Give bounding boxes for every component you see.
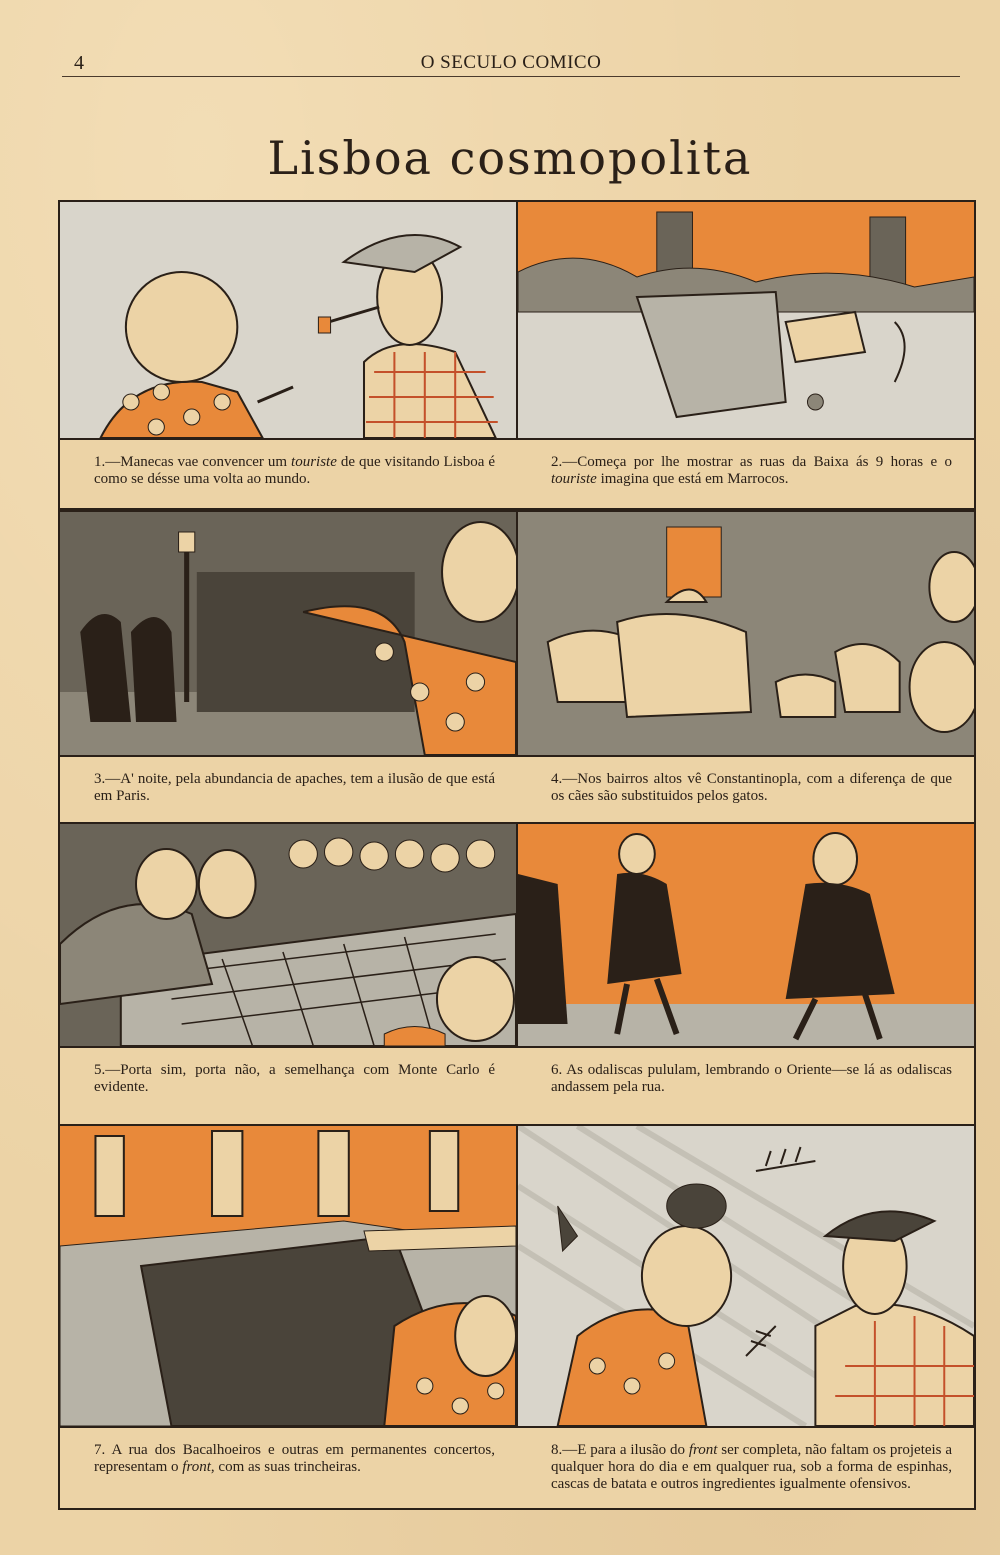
caption-1: 1.—Manecas vae convencer um touriste de que visitando Lisboa é como se désse uma volta ao mundo. [94,454,495,487]
panel-1-illustration [60,202,516,438]
page-header [62,50,960,77]
page-number: 4 [74,52,84,74]
panel-7-illustration [60,1126,516,1426]
comic-panel-2 [518,202,974,438]
comic-panel-6 [518,824,974,1046]
comic-panel-1 [60,202,518,438]
comic-strip-1 [58,200,976,510]
comic-panel-4 [518,512,974,755]
caption-3: 3.—A' noite, pela abundancia de apaches, tem a ilusão de que está em Paris. [94,771,495,804]
panel-8-illustration [518,1126,974,1426]
comic-panel-7 [60,1126,518,1426]
comic-panel-3 [60,512,518,755]
caption-8: 8.—E para a ilusão do front ser completa, não faltam os projeteis a qualquer hora do dia e em qualquer rua, sob a forma de espinhas, cascas de batata e outros ingredientes igualmente ofensivos. [551,1442,952,1492]
comic-panel-5 [60,824,518,1046]
caption-2: 2.—Começa por lhe mostrar as ruas da Baixa ás 9 horas e o touriste imagina que está em Marrocos. [551,454,952,487]
panel-5-illustration [60,824,516,1046]
panel-2-illustration [518,202,974,438]
comic-panel-8 [518,1126,974,1426]
caption-4: 4.—Nos bairros altos vê Constantinopla, com a diferença de que os cães são substituidos pelos gatos. [551,771,952,804]
panel-3-illustration [60,512,516,755]
comic-strip-2 [58,510,976,824]
journal-title: O SECULO COMICO [420,52,602,73]
caption-6: 6. As odaliscas pululam, lembrando o Oriente—se lá as odaliscas andassem pela rua. [551,1062,952,1095]
panel-4-illustration [518,512,974,755]
panel-6-illustration [518,824,974,1046]
comic-strip-4 [58,1124,976,1510]
caption-5: 5.—Porta sim, porta não, a semelhança com Monte Carlo é evidente. [94,1062,495,1095]
caption-7: 7. A rua dos Bacalhoeiros e outras em permanentes concertos, representam o front, com as suas trincheiras. [94,1442,495,1475]
comic-title: Lisboa cosmopolita [267,130,753,185]
comic-strip-3 [58,822,976,1128]
